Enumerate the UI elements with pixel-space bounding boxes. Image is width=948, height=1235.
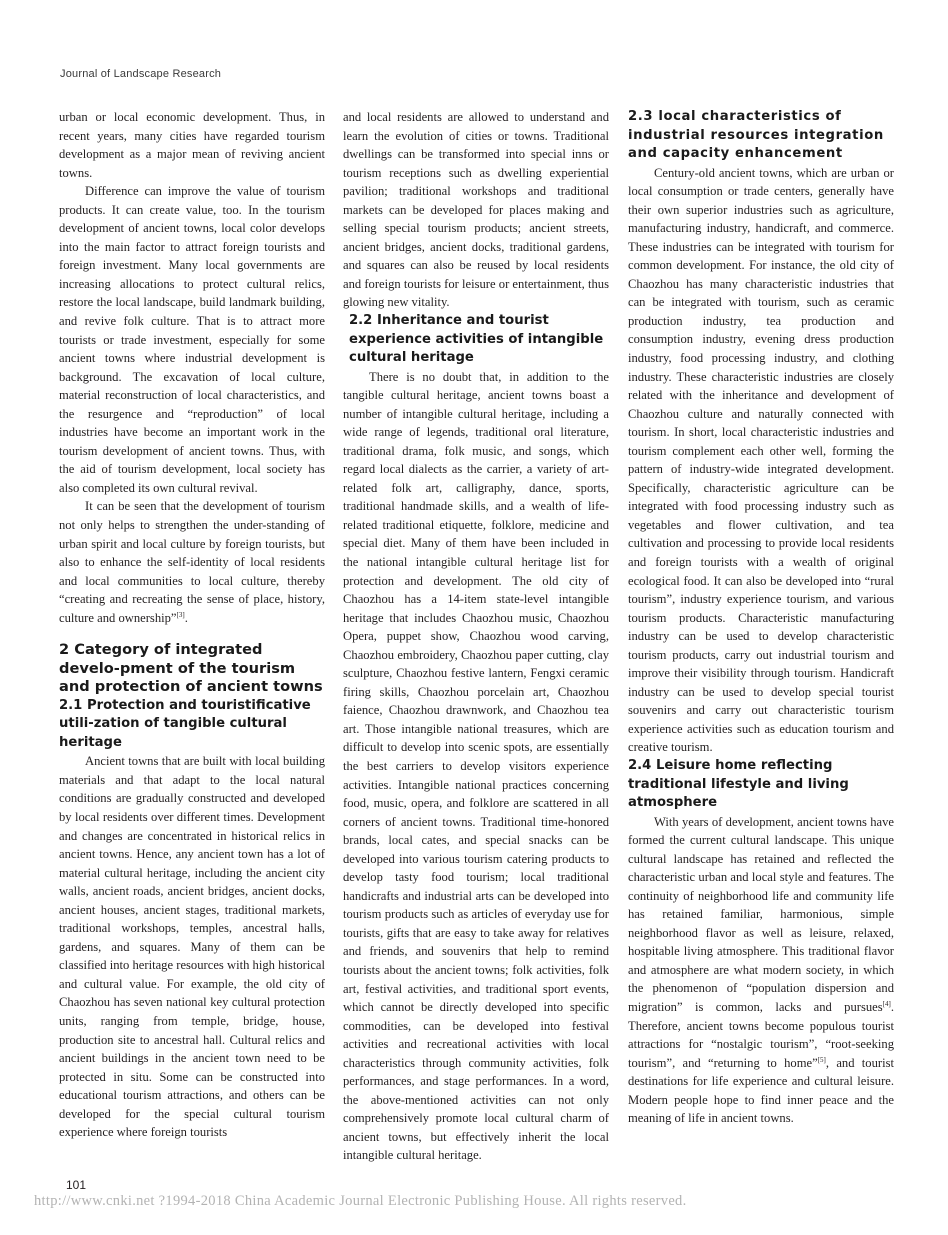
paragraph: There is no doubt that, in addition to the tangible cultural heritage, ancient towns boast a number of intangible cultural heritage, including a wide range of legends, traditional oral literature, traditional drama, folk music, and songs, which regard local dialects as the carrier, a variety of art-related folk art, calligraphy, dance, sports, traditional handmade skills, and a wealth of life-related traditional etiquette, folklore, medicine and special diet. Many of them have been included in the national intangible cultural heritage list for protection and development. The old city of Chaozhou has a 14-item state-level intangible heritage that includes Chaozhou music, Chaozhou Opera, puppet show, Chaozhou wood carving, Chaozhou embroidery, Chaozhou paper cutting, clay sculpture, Chaozhou festive lantern, Fengxi ceramic firing skills, Chaozhou porcelain art, Chaozhou faience, Chaozhou drawnwork, and Chaozhou tea art. Those intangible national treasures, which are difficult to develop into scenic spots, are essentially the best carriers to develop visitors experience activities. Intangible national practices concerning food, music, opera, and folklore are scattered in all corners of ancient towns. Traditional time-honored brands, local cates, and special snacks can be developed into various tourism catering products to develop tasty food tourism; local traditional handicrafts and industrial arts can be developed into tourism products such as articles of everyday use for tourists, gifts that are easy to take away for relatives and friends, and souvenirs that help to remind tourists about the ancient towns; folk activities, folk art, festival activities, and traditional sport events, which cannot be directly developed into specific commodities, can be developed into festival activities and recreational activities with local characteristics through community activities, folk performances, and stage performances. In a word, the above-mentioned activities can not only comprehensively promote local cultural charm of ancient towns, but effectively inherit the local intangible cultural heritage. [343,369,609,1163]
paragraph: and local residents are allowed to understand and learn the evolution of cities or towns. Traditional dwellings can be transformed into special inns or tourism receptions such as dwelling experiential pavilion; traditional workshops and traditional markets can be developed for places making and selling special tourism products; ancient streets, ancient bridges, ancient docks, traditional gardens, and squares can also be reused by local residents and foreign tourists for leisure or entertainment, thus glowing new vitality. [343,110,609,310]
page-number: 101 [66,1178,87,1192]
paragraph-text: It can be seen that the development of tourism not only helps to strengthen the under-standing of urban spirit and local culture by foreign tourists, but also to enhance the self-identity of local residents and local communities to local culture, thereby “creating and recreating the sense of place, history, culture and ownership” [59,499,325,625]
paragraph-text: , and tourist destinations for life experience and cultural leisure. Modern people hope to find inner peace and the meaning of life in ancient towns. [628,1055,894,1126]
paragraph [628,813,894,1128]
column-1 [59,108,325,1142]
subsection-heading-2-2: 2.2 Inheritance and tourist experience activities of intangible cultural heritage [349,313,604,366]
copyright-watermark: http://www.cnki.net ?1994-2018 China Academic Journal Electronic Publishing House. All rights reserved. [34,1193,687,1209]
paragraph-text: . Therefore, ancient towns become populous tourist attractions for “nostalgic tourism”, “root-seeking tourism”, and “returning to home” [628,999,894,1070]
subsection-heading-2-4: 2.4 Leisure home reflecting traditional lifestyle and living atmosphere [628,758,849,810]
paragraph-end: . [184,610,188,625]
section-heading-2: 2 Category of integrated develo-pment of the tourism and protection of ancient towns [59,641,323,696]
citation: [3] [176,610,185,619]
subsection-heading-2-1: 2.1 Protection and touristificative utili-zation of tangible cultural heritage [59,697,311,750]
paragraph: Century-old ancient towns, which are urban or local consumption or trade centers, generally have their own superior industries such as agriculture, manufacturing industry, handicraft, and commerce. These industries can be integrated with tourism for common development. For instance, the old city of Chaozhou has many characteristic industries that can be integrated with tourism, such as ceramic production industry, tea production and consumption industry, evening dress production industry, food processing industry, and clothing industry. These characteristic industries are closely related with the inheritance and development of Chaozhou culture and naturally connected with tourism. In short, local characteristic industries and tourism complement each other well, forming the pattern of industry-wide integrated development. Specifically, characteristic agriculture can be integrated with food processing industry such as vegetables and flower cultivation, and tea cultivation and processing to provide local residents and foreign tourists with a wealth of original ecological food. It can also be developed into “rural tourism”, industry experience tourism, and various tourism products. Characteristic manufacturing industry can be used to develop characteristic tourism products, carry out industrial tourism and improve their visibility through tourism. Handicraft industry can be used to develop special tourist souvenirs and carry out characteristic tourism experience activities such as education tourism and creative tourism. [628,165,894,755]
column-2 [343,108,609,1165]
citation: [5] [817,1055,826,1064]
journal-title: Journal of Landscape Research [60,68,222,80]
column-3 [628,108,894,1128]
paragraph: Ancient towns that are built with local building materials and that adapt to the local natural conditions are gradually constructed and developed by local residents over different times. Development and changes are concentrated in historical relics in ancient towns. Hence, any ancient town has a lot of material cultural heritage, including the ancient city walls, ancient roads, ancient bridges, ancient docks, ancient houses, ancient stages, traditional markets, traditional workshops, temples, ancestral halls, gardens, and squares. Many of them can be classified into heritage resources with high historical and cultural value. For example, the old city of Chaozhou has seven national key cultural protection units, ranging from temple, bridge, house, production site to ancestral hall. Cultural relics and ancient buildings in the ancient town need to be protected in situ. Some can be constructed into educational tourism attractions, and others can be developed for the special cultural tourism experience where foreign tourists [59,754,325,1140]
paragraph: urban or local economic development. Thus, in recent years, many cities have regarded tourism development as a major mean of reviving ancient towns. [59,110,325,180]
paragraph-text: With years of development, ancient towns have formed the current cultural landscape. This unique cultural landscape has retained and reflected the characteristic urban and local style and features. The continuity of neighborhood life and community life has retained familiar, harmonious, simple neighborhood flavor as well as leisure, relaxed, hospitable living atmosphere. This traditional flavor and atmosphere are what modern society, in which the phenomenon of “population dispersion and migration” is common, lacks and pursues [628,814,894,1014]
paragraph [59,497,325,627]
citation: [4] [882,999,891,1008]
paragraph: Difference can improve the value of tourism products. It can create value, too. In the tourism development of ancient towns, local color develops into the main factor to attract foreign tourists and foreign investment. Many local governments are increasing allocations to protect cultural relics, restore the local landscape, build landmark building, and revive folk culture. That is to attract more tourists or trade investment, especially for some ancient towns where industrial development is background. The excavation of local culture, material reconstruction of local characteristics, and the resurgence and “reproduction” of local industries have become an important work in the tourism development of ancient towns. Thus, with the aid of tourism development, local society has also completed its own cultural revival. [59,184,325,495]
subsection-heading-2-3: 2.3 local characteristics of industrial resources integration and capacity enhancement [628,109,884,161]
